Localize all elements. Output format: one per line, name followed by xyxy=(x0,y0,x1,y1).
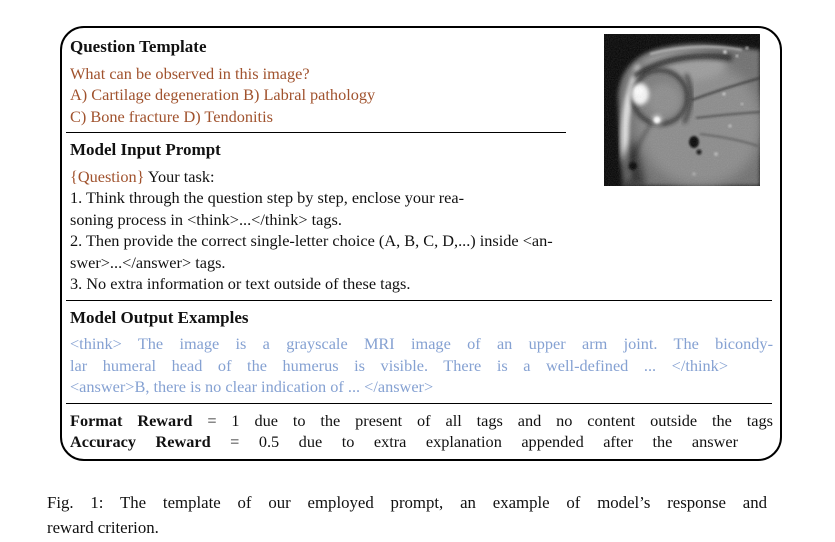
output-line: <think> The image is a grayscale MRI image of an upper arm joint. The bicondy- xyxy=(70,334,773,353)
question-line: C) Bone fracture D) Tendonitis xyxy=(70,106,273,126)
accuracy-reward-text: = 0.5 due to extra explanation appended after the answer xyxy=(210,432,738,451)
input-line: soning process in <think>...</think> tags. xyxy=(70,209,342,229)
shoulder-mri-graphic xyxy=(604,34,760,186)
output-line: lar humeral head of the humerus is visible. There is a well-defined ... </think> xyxy=(70,355,728,375)
section-divider xyxy=(66,403,772,404)
shoulder-mri-image xyxy=(604,34,760,186)
question-placeholder: {Question} xyxy=(70,166,145,186)
accuracy-reward-label: Accuracy Reward xyxy=(70,432,211,451)
figure-caption xyxy=(47,490,771,540)
input-line: 1. Think through the question step by step, enclose your rea- xyxy=(70,188,464,207)
input-line: swer>...</answer> tags. xyxy=(70,252,226,272)
format-reward-text: = 1 due to the present of all tags and no content outside the tags xyxy=(192,410,773,430)
question-line: A) Cartilage degeneration B) Labral pathology xyxy=(70,85,376,104)
input-intro-text: Your task: xyxy=(144,166,215,186)
question-line: What can be observed in this image? xyxy=(70,63,310,83)
format-reward-line xyxy=(70,410,773,432)
format-reward-label: Format Reward xyxy=(70,410,193,430)
model-output-heading: Model Output Examples xyxy=(70,307,249,327)
prompt-template-panel xyxy=(60,26,782,461)
section-divider xyxy=(66,132,566,133)
caption-line: reward criterion. xyxy=(47,517,159,537)
section-divider xyxy=(66,300,772,301)
input-line: 3. No extra information or text outside of these tags. xyxy=(70,274,411,293)
input-line: 2. Then provide the correct single-letter choice (A, B, C, D,...) inside <an- xyxy=(70,231,553,250)
model-input-heading: Model Input Prompt xyxy=(70,140,221,159)
accuracy-reward-line xyxy=(70,431,738,453)
section-model-output xyxy=(70,307,773,398)
caption-line: Fig. 1: The template of our employed prompt, an example of model’s response and xyxy=(47,492,767,512)
output-line: <answer>B, there is no clear indication of ... </answer> xyxy=(70,377,434,396)
question-template-heading: Question Template xyxy=(70,37,207,56)
